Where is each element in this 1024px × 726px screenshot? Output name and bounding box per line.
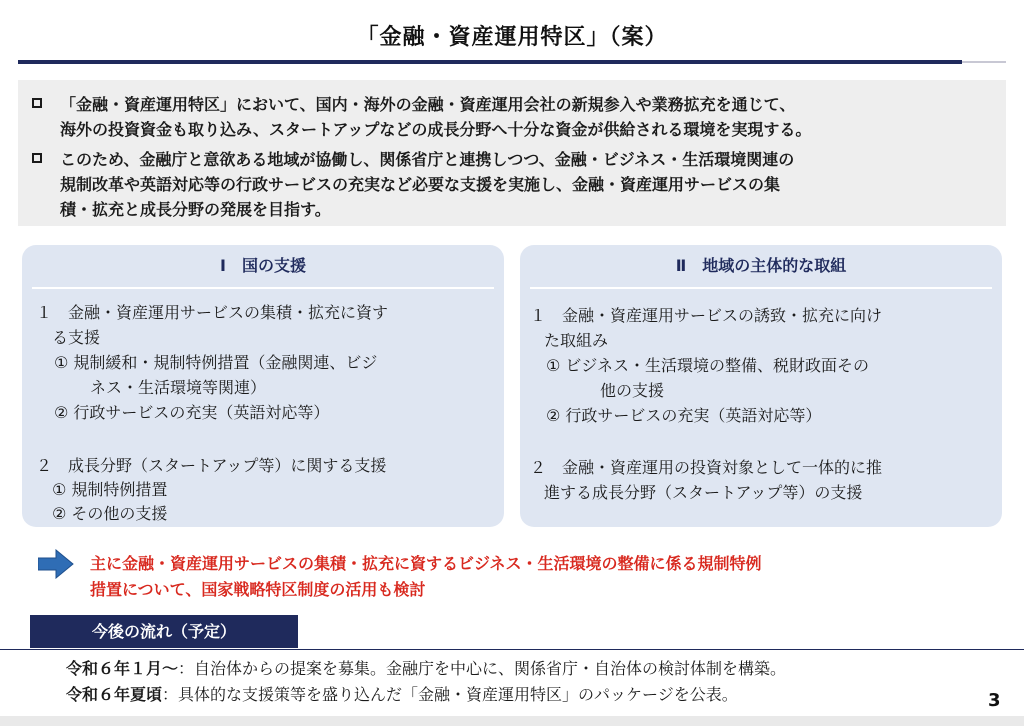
right-subitem-2: ② 行政サービスの充実（英語対応等） [546, 406, 822, 425]
schedule-divider [0, 649, 1024, 650]
left-item-1: １ 金融・資産運用サービスの集積・拡充に資す [36, 303, 389, 322]
right-subitem-1: ① ビジネス・生活環境の整備、税財政面その [546, 356, 869, 375]
left-subitem-1: ① 規制緩和・規制特例措置（金融関連、ビジ [54, 353, 378, 372]
schedule-item-1 [66, 657, 786, 681]
left-item-1-cont: る支援 [52, 328, 101, 347]
panel-divider [530, 287, 992, 289]
highlight-line-1: 主に金融・資産運用サービスの集積・拡充に資するビジネス・生活環境の整備に係る規制特例 [90, 554, 762, 573]
panel-divider [32, 287, 494, 289]
left-subitem-1-cont: ネス・生活環境等関連） [90, 378, 267, 397]
page-number: 3 [988, 690, 1001, 711]
summary-bullet-1-line-1: 「金融・資産運用特区」において、国内・海外の金融・資産運用会社の新規参入や業務拡充を通じて、 [60, 95, 796, 114]
summary-bullet-2-line-3: 積・拡充と成長分野の発展を目指す。 [60, 200, 331, 219]
regional-initiative-panel [520, 245, 1002, 527]
regional-initiative-heading: Ⅱ 地域の主体的な取組 [675, 256, 847, 275]
summary-bullet-2-line-2: 規制改革や英語対応等の行政サービスの充実など必要な支援を実施し、金融・資産運用サービスの集 [60, 175, 781, 194]
page-title: 「金融・資産運用特区」（案） [356, 25, 668, 50]
schedule-item-2-what: ：具体的な支援策等を盛り込んだ「金融・資産運用特区」のパッケージを公表。 [162, 685, 738, 704]
right-subitem-1-cont: 他の支援 [600, 381, 665, 400]
left-subitem-4: ② その他の支援 [52, 504, 168, 523]
summary-box [18, 80, 1006, 226]
highlight-line-2: 措置について、国家戦略特区制度の活用も検討 [90, 580, 426, 599]
national-support-heading: Ⅰ 国の支援 [220, 256, 306, 275]
schedule-item-1-when: 令和６年１月～ [66, 659, 179, 678]
title-underline-accent [962, 61, 1006, 63]
summary-bullet-1-line-2: 海外の投資資金も取り込み、スタートアップなどの成長分野へ十分な資金が供給される環境を実現する。 [60, 120, 812, 139]
right-item-1: １ 金融・資産運用サービスの誘致・拡充に向け [530, 306, 883, 325]
summary-bullet-2-line-1: このため、金融庁と意欲ある地域が協働し、関係省庁と連携しつつ、金融・ビジネス・生活環境関連の [60, 150, 795, 169]
right-arrow-icon [38, 549, 74, 579]
schedule-item-2-when: 令和６年夏頃 [66, 685, 163, 704]
right-item-2-cont: 進する成長分野（スタートアップ等）の支援 [544, 483, 863, 502]
highlight-note [90, 551, 990, 603]
left-subitem-2: ② 行政サービスの充実（英語対応等） [54, 403, 330, 422]
schedule-heading: 今後の流れ（予定） [30, 615, 298, 648]
right-item-1-cont: た取組み [544, 331, 609, 350]
title-underline [18, 60, 962, 64]
schedule-item-1-what: ：自治体からの提案を募集。金融庁を中心に、関係省庁・自治体の検討体制を構築。 [178, 659, 787, 678]
bottom-strip [0, 716, 1024, 726]
square-bullet-icon [32, 153, 42, 163]
national-support-panel [22, 245, 504, 527]
schedule-item-2 [66, 683, 738, 707]
left-subitem-3: ① 規制特例措置 [52, 480, 168, 499]
square-bullet-icon [32, 98, 42, 108]
left-item-2: ２ 成長分野（スタートアップ等）に関する支援 [36, 456, 387, 475]
right-item-2: ２ 金融・資産運用の投資対象として一体的に推 [530, 458, 883, 477]
